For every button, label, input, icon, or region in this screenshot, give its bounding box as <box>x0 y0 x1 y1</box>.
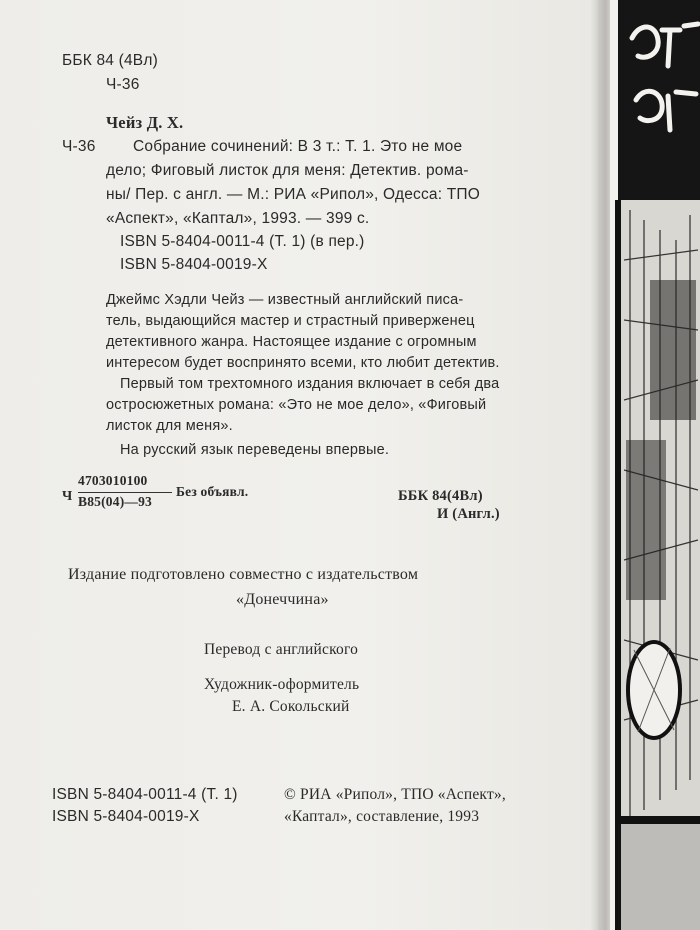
annotation-line: На русский язык переведены впервые. <box>120 442 390 458</box>
record-isbn-volume: ISBN 5-8404-0011-4 (Т. 1) (в пер.) <box>120 233 365 250</box>
annotation-line: тель, выдающийся мастер и страстный приверженец <box>106 313 475 329</box>
record-isbn-set: ISBN 5-8404-0019-X <box>120 256 268 273</box>
cover-artwork-image <box>610 0 700 930</box>
classification-bbk: ББК 84(4Вл) <box>398 488 483 504</box>
record-line: дело; Фиговый листок для меня: Детектив. рома- <box>106 162 469 179</box>
annotation-line: Первый том трехтомного издания включает в себя два <box>120 376 500 392</box>
footer-copyright: © РИА «Рипол», ТПО «Аспект», <box>284 786 506 803</box>
footer-isbn-volume: ISBN 5-8404-0011-4 (Т. 1) <box>52 786 238 803</box>
author-mark: Ч-36 <box>106 76 140 93</box>
record-line: «Аспект», «Каптал», 1993. — 399 с. <box>106 210 370 227</box>
code-divider <box>78 492 172 493</box>
annotation-line: листок для меня». <box>106 418 233 434</box>
annotation-line: Джеймс Хэдли Чейз — известный английский писа- <box>106 292 464 308</box>
annotation-line: остросюжетных романа: «Это не мое дело», «Фиговый <box>106 397 487 413</box>
edition-note-publisher: «Донеччина» <box>236 591 329 608</box>
code-numerator: 4703010100 <box>78 473 148 488</box>
footer-isbn-set: ISBN 5-8404-0019-X <box>52 808 200 825</box>
translation-note: Перевод с английского <box>204 641 359 658</box>
record-author: Чейз Д. Х. <box>106 113 184 132</box>
code-note: Без объявл. <box>176 484 249 499</box>
footer-copyright: «Каптал», составление, 1993 <box>284 808 480 825</box>
record-mark: Ч-36 <box>62 138 96 155</box>
record-line: ны/ Пер. с англ. — М.: РИА «Рипол», Одесса: ТПО <box>106 186 481 203</box>
annotation-line: интересом будет воспринято всеми, кто любит детектив. <box>106 355 500 371</box>
classification-index: И (Англ.) <box>437 506 500 522</box>
bbk-code: ББК 84 (4Вл) <box>62 52 158 69</box>
code-denominator: В85(04)—93 <box>78 494 152 509</box>
page-gutter-shadow <box>590 0 612 930</box>
cover-illustration <box>610 0 700 930</box>
code-letter: Ч <box>62 489 73 504</box>
artist-name: Е. А. Сокольский <box>232 698 350 715</box>
record-line: Собрание сочинений: В 3 т.: Т. 1. Это не мое <box>133 138 463 155</box>
edition-note: Издание подготовлено совместно с издательством <box>68 566 419 583</box>
artist-role: Художник-оформитель <box>204 676 360 693</box>
annotation-line: детективного жанра. Настоящее издание с огромным <box>106 334 477 350</box>
